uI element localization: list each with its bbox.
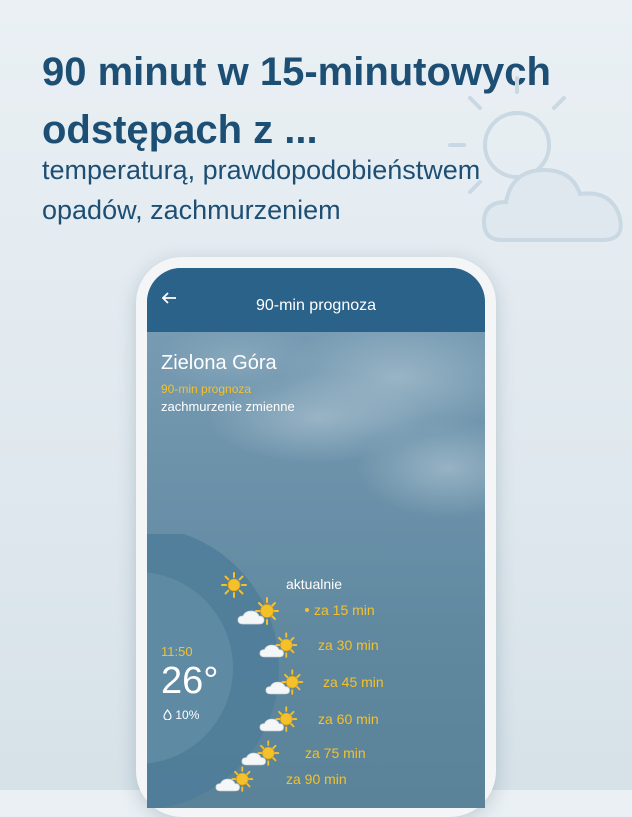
app-title: 90-min prognoza (255, 297, 377, 314)
slot-label-30[interactable]: za 30 min (318, 637, 379, 653)
city-name: Zielona Góra (161, 352, 277, 374)
current-temperature: 26° (161, 660, 219, 702)
sun-cloud-icon (237, 596, 281, 628)
slot-label-current[interactable]: aktualnie (286, 576, 343, 592)
slot-label-90[interactable]: za 90 min (286, 771, 347, 787)
selected-indicator (305, 608, 309, 612)
condition-label: zachmurzenie zmienne (161, 399, 295, 414)
mode-label: 90-min prognoza (161, 382, 252, 396)
app-bar (147, 268, 485, 332)
sun-cloud-icon (259, 705, 299, 735)
headline-bold: 90 minut (42, 50, 207, 94)
headline-rest: w 15-minutowych (206, 50, 551, 94)
slot-label-15[interactable]: za 15 min (314, 602, 375, 618)
sun-cloud-icon (259, 631, 299, 661)
sun-cloud-icon (215, 765, 255, 795)
headline-line2: odstępach z ... (42, 108, 318, 152)
precipitation-value: 10% (175, 708, 200, 722)
sun-cloud-outline-icon (432, 70, 632, 250)
sun-icon (221, 572, 247, 598)
current-time: 11:50 (161, 644, 193, 659)
subheadline-line2: opadów, zachmurzeniem (42, 195, 341, 225)
sun-cloud-icon (265, 668, 305, 698)
slot-label-60[interactable]: za 60 min (318, 711, 379, 727)
slot-label-75[interactable]: za 75 min (305, 745, 366, 761)
slot-label-45[interactable]: za 45 min (323, 674, 384, 690)
precipitation (163, 708, 199, 722)
subheadline-line1: temperaturą, prawdopodobieństwem (42, 155, 481, 185)
app-screen (147, 268, 485, 808)
raindrop-icon (163, 709, 172, 720)
